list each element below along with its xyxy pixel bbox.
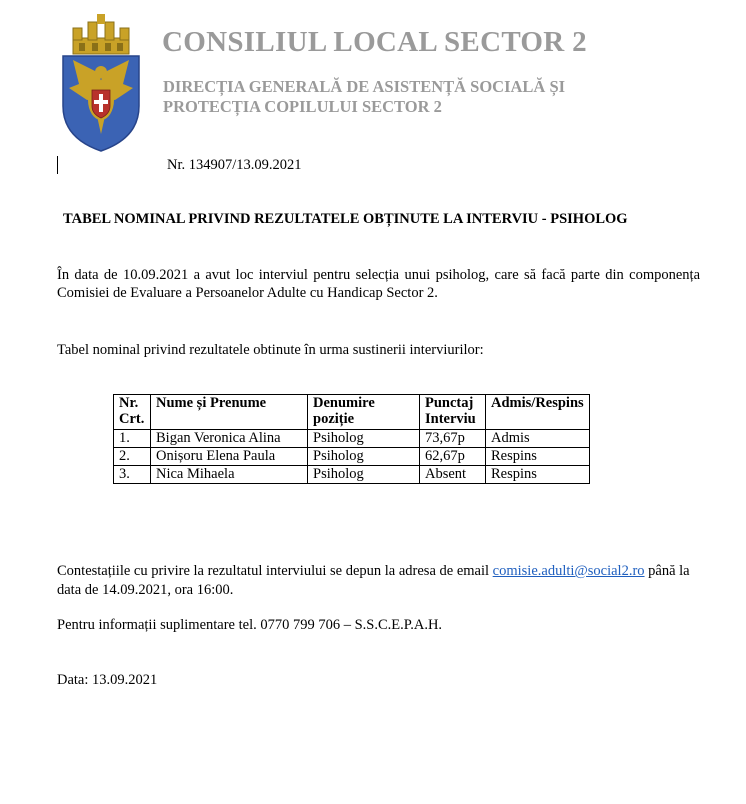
table-header-row [114,395,590,430]
contest-text-after: până la data de 14.09.2021, ora 16:00. [57,563,690,598]
registration-number: Nr. 134907/13.09.2021 [167,157,302,173]
cell-position: Psiholog [308,430,420,448]
header-score: Punctaj Interviu [420,395,486,430]
cell-position: Psiholog [308,448,420,466]
cell-score: 73,67p [420,430,486,448]
header-result: Admis/Respins [486,395,590,430]
contestation-paragraph [57,562,717,600]
cell-nr: 3. [114,466,151,484]
cell-nr: 1. [114,430,151,448]
org-main-title: CONSILIUL LOCAL SECTOR 2 [162,26,587,58]
header-name: Nume și Prenume [151,395,308,430]
contest-email-link[interactable]: comisie.adulti@social2.ro [492,563,645,579]
cell-nr: 2. [114,448,151,466]
cell-result: Admis [486,430,590,448]
document-title: TABEL NOMINAL PRIVIND REZULTATELE OBȚINUTE LA INTERVIU - PSIHOLOG [63,211,628,227]
cell-position: Psiholog [308,466,420,484]
info-line: Pentru informații suplimentare tel. 0770 799 706 – S.S.C.E.P.A.H. [57,617,443,633]
header-nr-crt: Nr. Crt. [114,395,151,430]
org-subtitle-line2: PROTECȚIA COPILULUI SECTOR 2 [163,97,442,116]
org-subtitle [163,77,565,117]
cell-name: Bigan Veronica Alina [151,430,308,448]
header-position: Denumire poziție [308,395,420,430]
intro-paragraph: În data de 10.09.2021 a avut loc interviul pentru selecția unui psiholog, care să facă parte din componența Comisiei de Evaluare a Persoanelor Adulte cu Handicap Sector 2. [57,267,700,301]
cell-result: Respins [486,466,590,484]
results-table [113,394,590,484]
cell-result: Respins [486,448,590,466]
document-date: Data: 13.09.2021 [57,672,158,688]
cell-name: Nica Mihaela [151,466,308,484]
table-row [114,430,590,448]
table-caption: Tabel nominal privind rezultatele obtinute în urma sustinerii interviurilor: [57,342,484,358]
table-row [114,448,590,466]
cell-name: Onișoru Elena Paula [151,448,308,466]
org-subtitle-line1: DIRECȚIA GENERALĂ DE ASISTENȚĂ SOCIALĂ ȘI [163,77,566,96]
cell-score: 62,67p [420,448,486,466]
text-cursor [57,156,58,174]
coat-of-arms-icon [59,14,143,152]
cell-score: Absent [420,466,486,484]
table-row [114,466,590,484]
contest-text-before: Contestațiile cu privire la rezultatul interviului se depun la adresa de email [57,563,493,579]
